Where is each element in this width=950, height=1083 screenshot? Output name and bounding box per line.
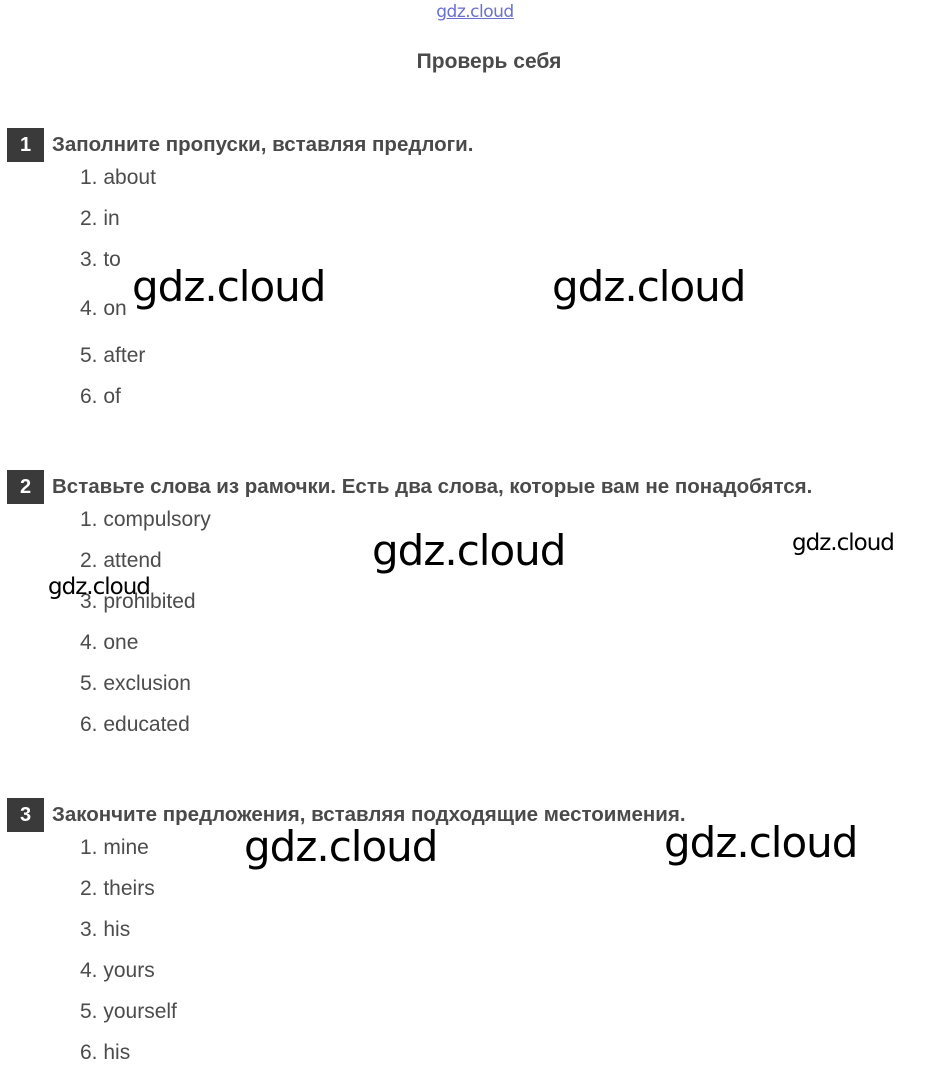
site-link[interactable]: gdz.cloud: [436, 2, 514, 22]
task-number-badge: 2: [7, 470, 44, 504]
task-header: [7, 128, 947, 162]
task-title: Заполните пропуски, вставляя предлоги.: [52, 133, 474, 156]
answer-item: 1. about: [80, 166, 156, 189]
watermark: gdz.cloud: [132, 262, 326, 311]
watermark: gdz.cloud: [244, 822, 438, 871]
answer-item: 6. educated: [80, 713, 190, 736]
answer-item: 2. theirs: [80, 877, 155, 900]
watermark: gdz.cloud: [792, 530, 894, 556]
answer-item: 3. to: [80, 248, 121, 271]
answer-item: 5. yourself: [80, 1000, 177, 1023]
answer-list: [80, 834, 177, 1080]
task-number-badge: 3: [7, 798, 44, 832]
page-title: Проверь себя: [416, 50, 562, 73]
answer-item: 1. compulsory: [80, 508, 211, 531]
answer-item: 3. his: [80, 918, 131, 941]
answer-item: 5. after: [80, 344, 146, 367]
task-title: Закончите предложения, вставляя подходящие местоимения.: [52, 803, 686, 826]
answer-item: 5. exclusion: [80, 672, 191, 695]
answer-item: 6. of: [80, 385, 121, 408]
answer-item: 4. one: [80, 631, 139, 654]
task-number-badge: 1: [7, 128, 44, 162]
watermark: gdz.cloud: [664, 818, 858, 867]
answer-item: 6. his: [80, 1041, 131, 1064]
answer-item: 4. yours: [80, 959, 155, 982]
answer-item: 2. attend: [80, 549, 162, 572]
answer-item: 2. in: [80, 207, 120, 230]
answer-item: 4. on: [80, 297, 127, 320]
watermark: gdz.cloud: [552, 262, 746, 311]
task-header: [7, 470, 947, 504]
task-title: Вставьте слова из рамочки. Есть два слова, которые вам не понадобятся.: [52, 475, 813, 498]
answer-item: 3. prohibited: [80, 590, 196, 613]
watermark: gdz.cloud: [372, 526, 566, 575]
answer-item: 1. mine: [80, 836, 149, 859]
watermark: gdz.cloud: [48, 574, 150, 600]
answer-list: [80, 506, 211, 752]
